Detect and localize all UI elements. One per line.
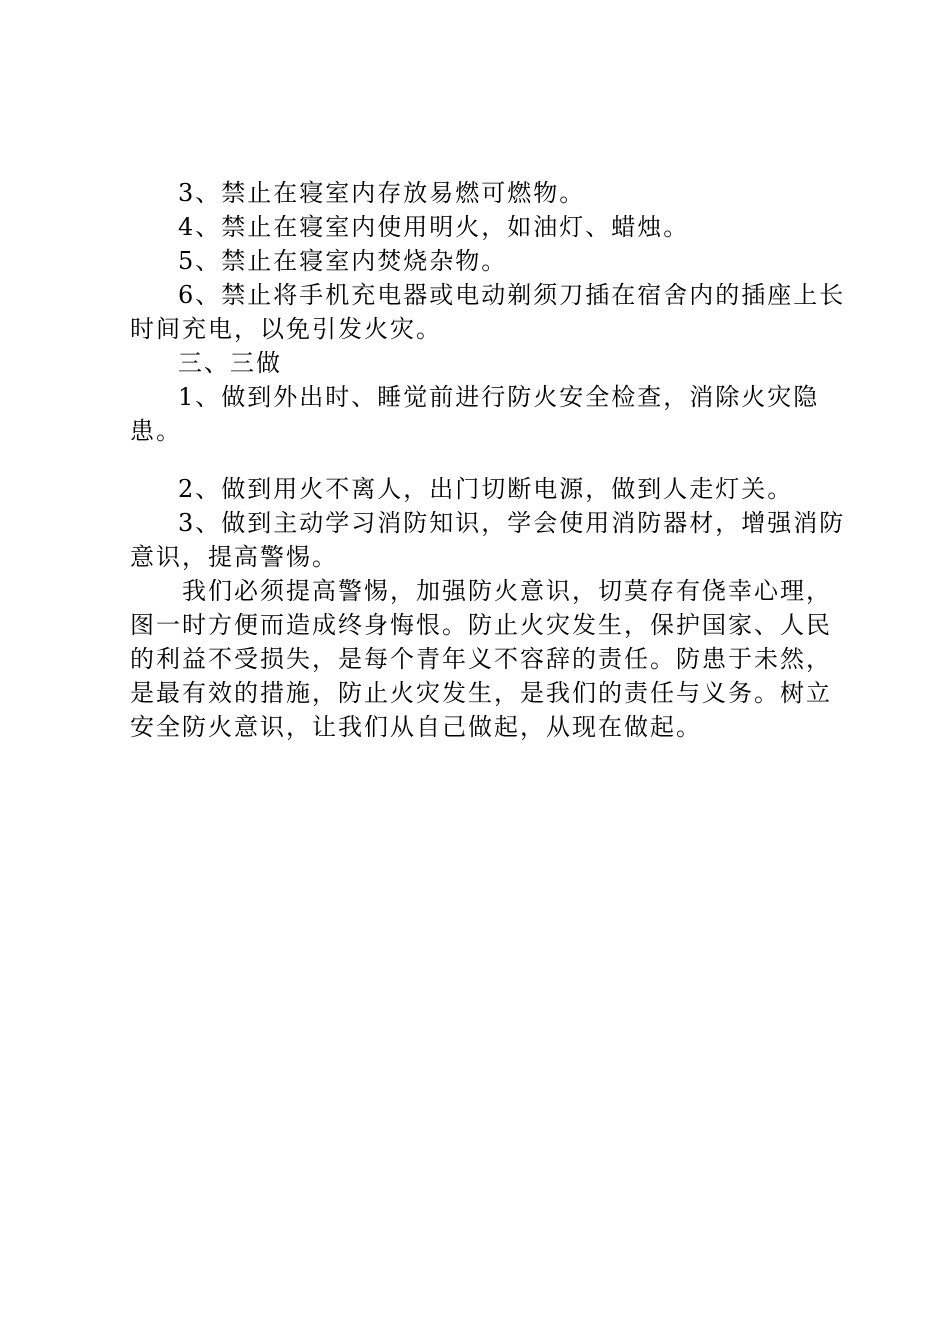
- rule-4-paragraph: 4、禁止在寝室内使用明火，如油灯、蜡烛。: [178, 213, 690, 241]
- do-item-2-paragraph: 2、做到用火不离人，出门切断电源，做到人走灯关。: [178, 475, 794, 503]
- section-heading-three-do: 三、三做: [178, 349, 282, 377]
- do-item-1-paragraph: 1、做到外出时、睡觉前进行防火安全检查，消除火灾隐患。: [130, 383, 820, 445]
- document-body: [130, 176, 850, 744]
- closing-paragraph: 我们必须提高警惕，加强防火意识，切莫存有侥幸心理，图一时方便而造成终身悔恨。防止火灾发生，保护国家、人民的利益不受损失，是每个青年义不容辞的责任。防患于未然，是最有效的措施，防止火灾发生，是我们的责任与义务。树立安全防火意识，让我们从自己做起，从现在做起。: [130, 577, 832, 741]
- rule-5-paragraph: 5、禁止在寝室内焚烧杂物。: [178, 247, 508, 275]
- rule-3-paragraph: 3、禁止在寝室内存放易燃可燃物。: [178, 179, 586, 207]
- rule-6-paragraph: 6、禁止将手机充电器或电动剃须刀插在宿舍内的插座上长时间充电，以免引发火灾。: [130, 281, 846, 343]
- do-item-3-paragraph: 3、做到主动学习消防知识，学会使用消防器材，增强消防意识，提高警惕。: [130, 509, 846, 571]
